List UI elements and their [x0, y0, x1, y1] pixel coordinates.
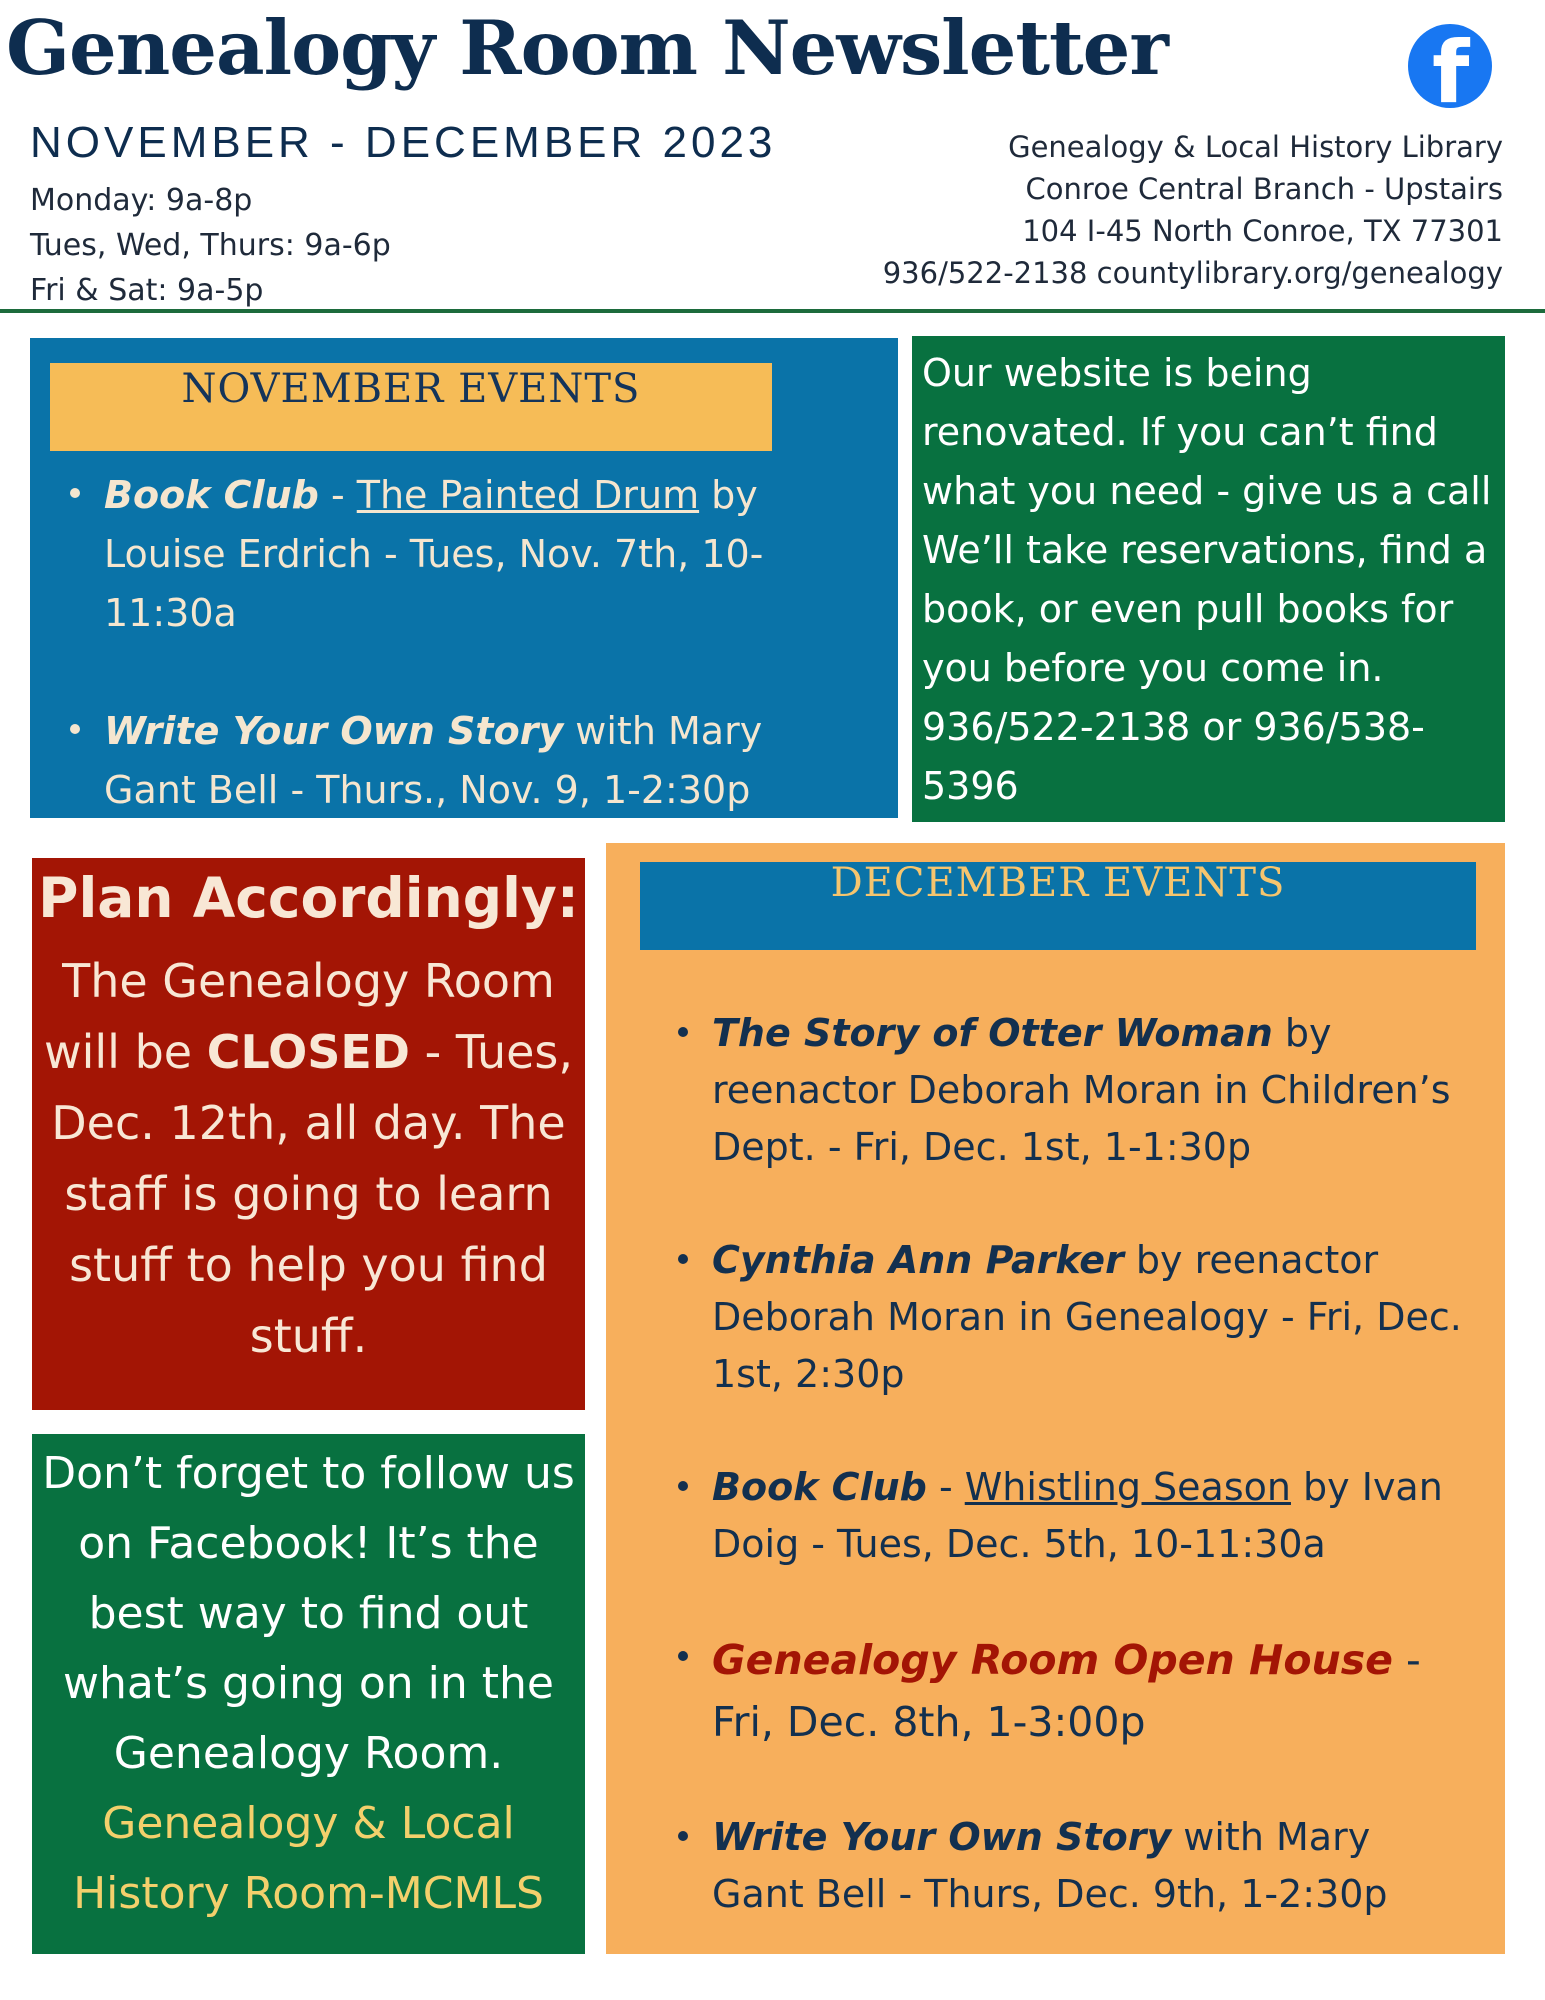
website-notice-text: Our website is being renovated. If you can’t find what you need - give us a call We’ll take reservations, find a book, or even pull books for you before you come in. 936/522-2138 or 936/538-5396 [922, 351, 1492, 808]
facebook-page-name[interactable]: Genealogy & Local History Room-MCMLS [73, 1798, 544, 1919]
bullet-icon [678, 1651, 688, 1661]
library-address [883, 126, 1503, 294]
bullet-icon [678, 1831, 688, 1841]
newsletter-dates: NOVEMBER - DECEMBER 2023 [30, 118, 777, 167]
closed-label: CLOSED [206, 1025, 410, 1079]
hours-line: Monday: 9a-8p [30, 183, 253, 218]
event-details: by Ivan Doig - Tues, Dec. 5th, 10-11:30a [712, 1465, 1443, 1566]
event-details: by reenactor Deborah Moran in Genealogy - Fri, Dec. 1st, 2:30p [712, 1238, 1462, 1396]
closure-text-end: - Tues, Dec. 12th, all day. The staff is going to learn stuff to help you find stuff. [51, 1025, 573, 1363]
book-title-link[interactable]: Whistling Season [964, 1465, 1291, 1509]
address-line: 104 I-45 North Conroe, TX 77301 [1022, 214, 1503, 248]
address-line: Conroe Central Branch - Upstairs [1025, 172, 1503, 206]
event-title: Cynthia Ann Parker [712, 1238, 1124, 1282]
book-title-link[interactable]: The Painted Drum [356, 473, 700, 517]
website-notice-panel [912, 336, 1505, 822]
header-divider [0, 309, 1545, 313]
list-item [104, 702, 804, 820]
event-title: Write Your Own Story [104, 709, 564, 753]
event-title: Write Your Own Story [712, 1815, 1172, 1859]
hours-line: Tues, Wed, Thurs: 9a-6p [30, 228, 391, 263]
closure-heading: Plan Accordingly: [38, 866, 579, 930]
newsletter-title: Genealogy Room Newsletter [6, 4, 1168, 92]
bullet-icon [70, 488, 80, 498]
closure-notice-panel [32, 858, 585, 1410]
december-event-list [712, 1005, 1472, 1979]
event-details: by Louise Erdrich - Tues, Nov. 7th, 10-11:30a [104, 473, 764, 635]
facebook-follow-text: Don’t forget to follow us on Facebook! It’s the best way to find out what’s going on in the Genealogy Room. [42, 1448, 575, 1779]
list-item [712, 1005, 1472, 1176]
event-separator: - [926, 1465, 965, 1509]
event-details: - Fri, Dec. 8th, 1-3:00p [712, 1636, 1421, 1746]
list-item [712, 1232, 1472, 1403]
library-hours [30, 178, 391, 313]
closure-text-start: The Genealogy Room will be [44, 954, 555, 1079]
bullet-icon [678, 1254, 688, 1264]
event-title: The Story of Otter Woman [712, 1011, 1273, 1055]
list-item [712, 1459, 1472, 1573]
event-details: with Mary Gant Bell - Thurs, Dec. 9th, 1-2:30p [712, 1815, 1388, 1916]
facebook-icon[interactable]: f [1408, 24, 1492, 108]
november-event-list [104, 466, 804, 820]
list-item [712, 1809, 1472, 1923]
address-line: 936/522-2138 countylibrary.org/genealogy [882, 256, 1503, 290]
list-item [712, 1629, 1472, 1753]
bullet-icon [678, 1027, 688, 1037]
list-item [104, 466, 804, 643]
event-title: Genealogy Room Open House [712, 1636, 1393, 1684]
closure-text [32, 946, 585, 1372]
facebook-follow-panel [32, 1434, 585, 1954]
event-details: with Mary Gant Bell - Thurs., Nov. 9, 1-2:30p [104, 709, 763, 812]
event-separator: - [318, 473, 357, 517]
bullet-icon [70, 724, 80, 734]
bullet-icon [678, 1481, 688, 1491]
event-title: Book Club [712, 1465, 927, 1509]
event-title: Book Club [104, 473, 319, 517]
address-line: Genealogy & Local History Library [1008, 130, 1503, 164]
december-heading: DECEMBER EVENTS [830, 860, 1286, 906]
november-heading: NOVEMBER EVENTS [181, 366, 641, 412]
hours-line: Fri & Sat: 9a-5p [30, 273, 264, 308]
event-details: by reenactor Deborah Moran in Children’s Dept. - Fri, Dec. 1st, 1-1:30p [712, 1011, 1451, 1169]
